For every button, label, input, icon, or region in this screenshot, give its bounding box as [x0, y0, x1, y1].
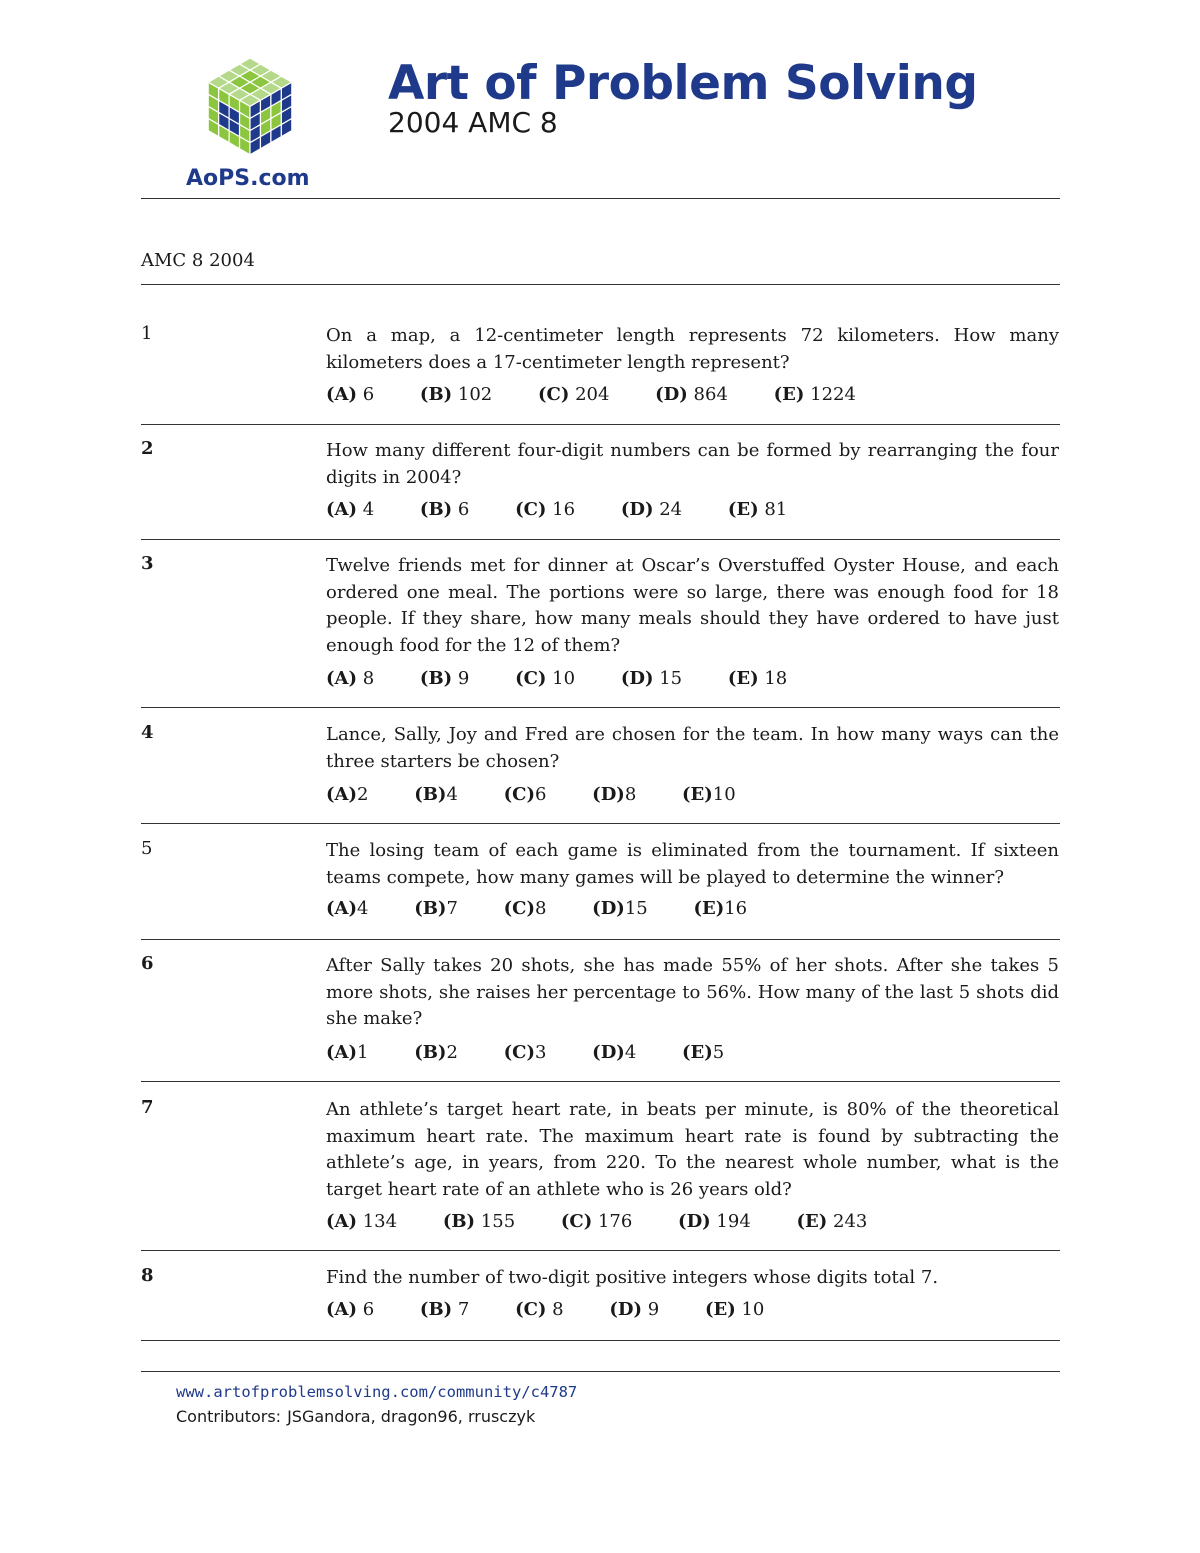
choice-e: (E)10: [682, 784, 736, 805]
choice-e: (E) 10: [704, 1299, 765, 1320]
header-divider: [141, 198, 1060, 199]
choice-a: (A) 4: [326, 499, 375, 520]
problem-number: 1: [141, 323, 153, 344]
problem-text: The losing team of each game is eliminated from the tournament. If sixteen teams compete, how many games will be played to determine the winner?: [326, 840, 1059, 888]
answer-choices: [326, 499, 827, 520]
problem-divider: [141, 1081, 1060, 1082]
brand-title: Art of Problem Solving: [388, 56, 978, 111]
choice-c: (C) 176: [560, 1211, 633, 1232]
choice-e: (E) 81: [727, 499, 788, 520]
choice-c: (C) 10: [515, 668, 576, 689]
choice-a: (A) 8: [326, 668, 375, 689]
answer-choices: [326, 668, 827, 689]
choice-a: (A) 134: [326, 1211, 398, 1232]
choice-d: (D) 9: [609, 1299, 660, 1320]
problem-divider: [141, 823, 1060, 824]
footer-divider: [141, 1371, 1060, 1372]
choice-d: (D)15: [592, 898, 648, 919]
answer-choices: [326, 898, 787, 919]
choice-a: (A) 6: [326, 1299, 375, 1320]
answer-choices: [326, 1299, 804, 1320]
choice-e: (E) 1224: [773, 384, 856, 405]
problem-text: On a map, a 12-centimeter length represents 72 kilometers. How many kilometers does a 17-centimeter length represent?: [326, 325, 1059, 373]
choice-a: (A)2: [326, 784, 369, 805]
problem-text: Find the number of two-digit positive integers whose digits total 7.: [326, 1267, 939, 1288]
problem-number: 4: [141, 722, 154, 743]
choice-e: (E)16: [693, 898, 748, 919]
title-divider: [141, 284, 1060, 285]
choice-a: (A) 6: [326, 384, 375, 405]
choice-e: (E)5: [682, 1042, 725, 1063]
choice-b: (B) 102: [419, 384, 493, 405]
problem-number: 5: [141, 838, 153, 859]
choice-b: (B)7: [414, 898, 458, 919]
problem-number: 7: [141, 1097, 154, 1118]
problem-divider: [141, 939, 1060, 940]
choice-d: (D) 194: [678, 1211, 751, 1232]
choice-c: (C)6: [503, 784, 547, 805]
choice-b: (B)2: [414, 1042, 458, 1063]
problem-divider: [141, 1250, 1060, 1251]
choice-c: (C) 8: [515, 1299, 564, 1320]
answer-choices: [326, 784, 776, 805]
answer-choices: [326, 1211, 907, 1232]
problem-text: After Sally takes 20 shots, she has made 55% of her shots. After she takes 5 more shots, she raises her percentage to 56%. How many of the last 5 shots did she make?: [326, 955, 1059, 1029]
problem-divider: [141, 424, 1060, 425]
choice-e: (E) 18: [727, 668, 788, 689]
choice-c: (C) 204: [537, 384, 610, 405]
contributors-label: Contributors:: [176, 1407, 282, 1426]
problem-text: An athlete’s target heart rate, in beats per minute, is 80% of the theoretical maximum heart rate. The maximum heart rate is found by subtracting the athlete’s age, in years, from 220. To the nearest whole number, what is the target heart rate of an athlete who is 26 years old?: [326, 1099, 1059, 1200]
choice-d: (D) 864: [655, 384, 728, 405]
contest-title: AMC 8 2004: [141, 250, 255, 271]
choice-b: (B)4: [414, 784, 458, 805]
problem-text: Twelve friends met for dinner at Oscar’s Overstuffed Oyster House, and each ordered one meal. The portions were so large, there was enough food for 18 people. If they share, how many meals should they have ordered to have just enough food for the 12 of them?: [326, 555, 1059, 656]
document-subtitle: 2004 AMC 8: [388, 106, 558, 139]
choice-c: (C)8: [503, 898, 547, 919]
problem-text: Lance, Sally, Joy and Fred are chosen for the team. In how many ways can the three starters be chosen?: [326, 724, 1059, 772]
community-link[interactable]: www.artofproblemsolving.com/community/c4787: [176, 1383, 578, 1401]
problem-divider: [141, 1340, 1060, 1341]
problem-text: How many different four-digit numbers can be formed by rearranging the four digits in 2004?: [326, 440, 1059, 488]
problem-number: 8: [141, 1265, 154, 1286]
choice-c: (C)3: [503, 1042, 547, 1063]
choice-d: (D) 24: [620, 499, 683, 520]
aops-logo-text: AoPS.com: [186, 166, 310, 191]
contributors-line: [176, 1407, 535, 1426]
choice-e: (E) 243: [796, 1211, 868, 1232]
choice-a: (A)4: [326, 898, 369, 919]
choice-b: (B) 7: [419, 1299, 470, 1320]
problem-divider: [141, 707, 1060, 708]
choice-a: (A)1: [326, 1042, 369, 1063]
choice-b: (B) 155: [442, 1211, 516, 1232]
problem-number: 2: [141, 438, 154, 459]
problem-number: 3: [141, 553, 154, 574]
choice-d: (D) 15: [620, 668, 683, 689]
choice-d: (D)8: [592, 784, 637, 805]
problem-divider: [141, 539, 1060, 540]
choice-b: (B) 6: [419, 499, 470, 520]
contributors-names: JSGandora, dragon96, rrusczyk: [287, 1407, 536, 1426]
choice-d: (D)4: [592, 1042, 637, 1063]
problem-number: 6: [141, 953, 154, 974]
answer-choices: [326, 1042, 764, 1063]
choice-b: (B) 9: [419, 668, 470, 689]
choice-c: (C) 16: [515, 499, 576, 520]
answer-choices: [326, 384, 896, 405]
